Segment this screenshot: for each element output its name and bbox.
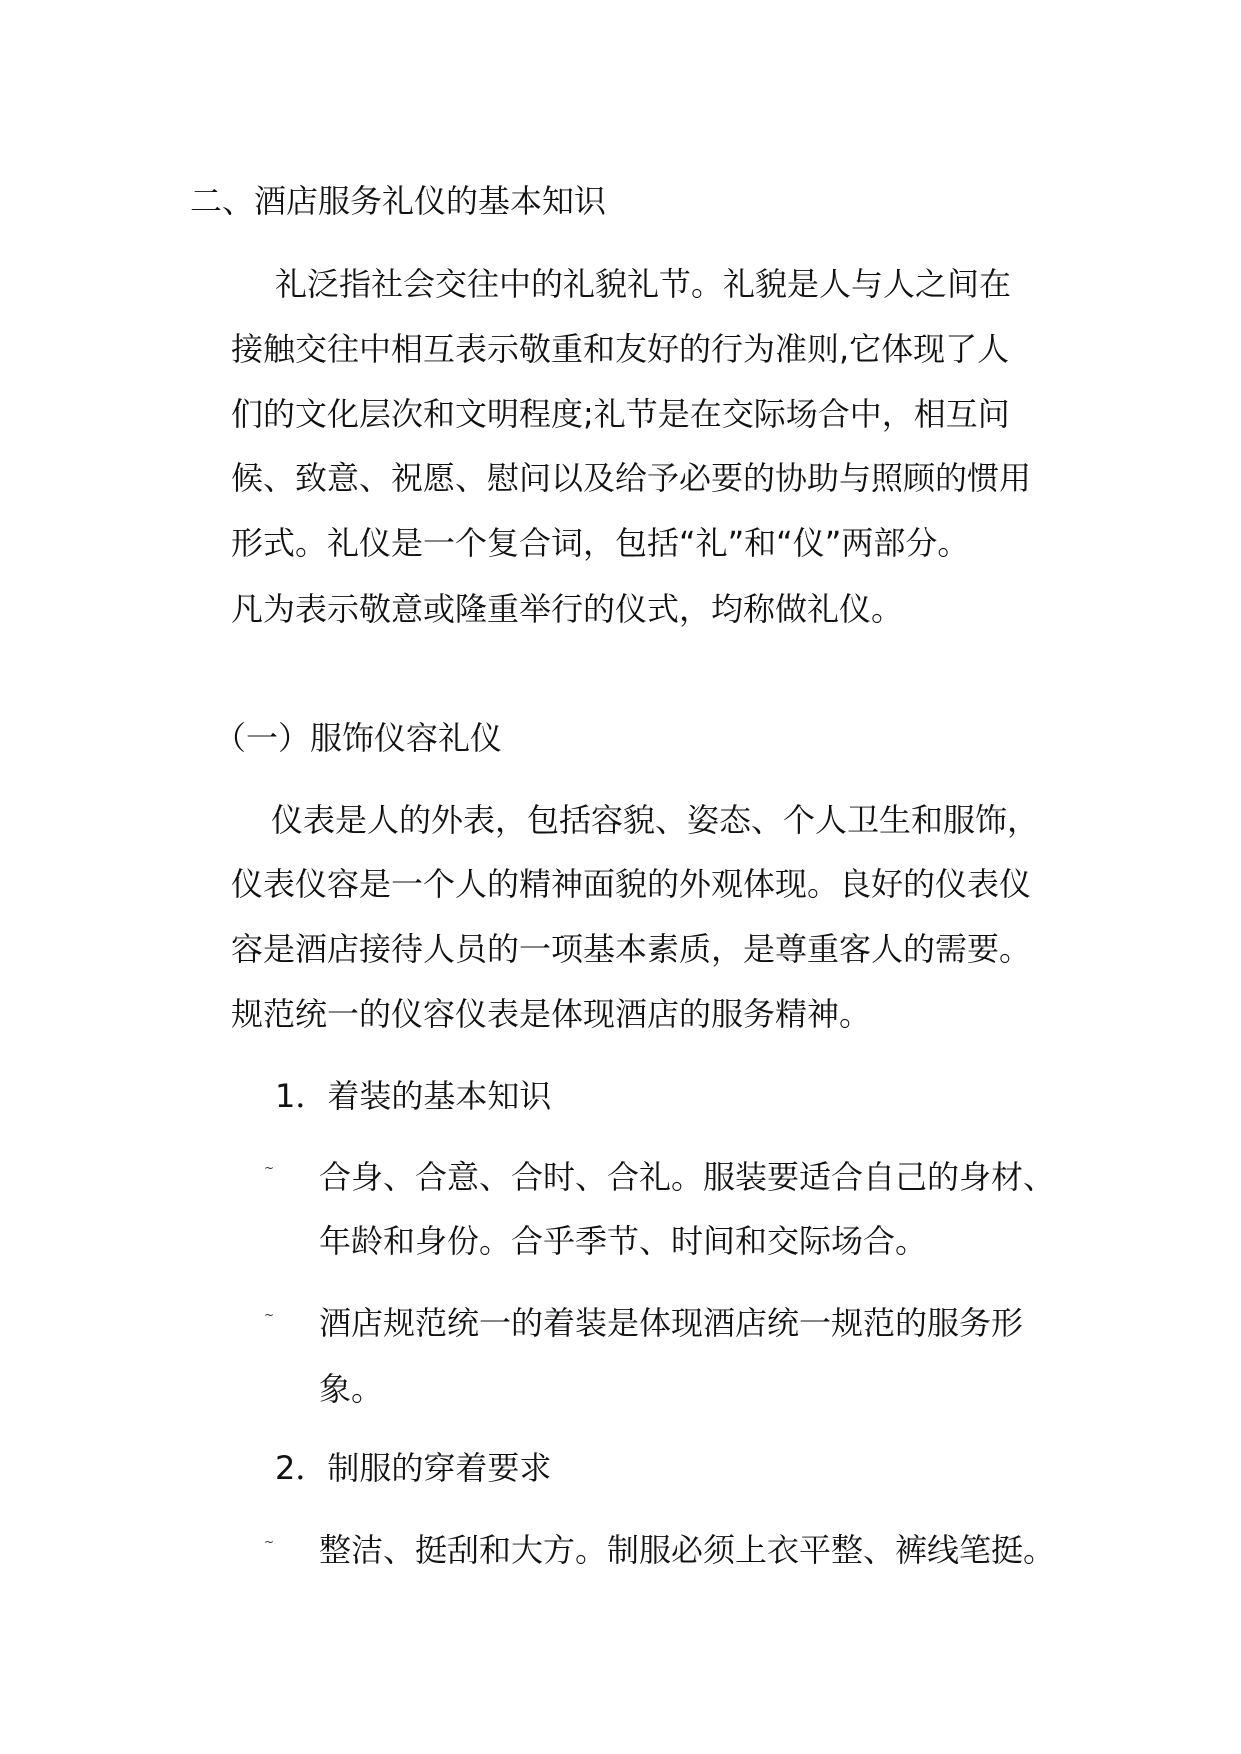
paragraph-line: 凡为表示敬意或隆重举行的仪式，均称做礼仪。 bbox=[231, 590, 904, 628]
bullet-line: 合身、合意、合时、合礼。服装要适合自己的身材、 bbox=[319, 1158, 1056, 1196]
paragraph-line: 礼泛指社会交往中的礼貌礼节。礼貌是人与人之间在 bbox=[275, 265, 1012, 303]
bullet-line: 年龄和身份。合乎季节、时间和交际场合。 bbox=[319, 1222, 928, 1260]
paragraph-line: 仪表仪容是一个人的精神面貌的外观体现。良好的仪表仪 bbox=[231, 865, 1032, 903]
paragraph-line: 形式。礼仪是一个复合词，包括“礼”和“仪”两部分。 bbox=[231, 524, 970, 562]
bullet-mark-icon: ~ bbox=[264, 1535, 275, 1549]
bullet-line: 整洁、挺刮和大方。制服必须上衣平整、裤线笔挺。 bbox=[319, 1531, 1056, 1569]
paragraph-line: 候、致意、祝愿、慰问以及给予必要的协助与照顾的惯用 bbox=[231, 459, 1032, 497]
bullet-line: 酒店规范统一的着装是体现酒店统一规范的服务形 bbox=[319, 1304, 1024, 1342]
paragraph-line: 们的文化层次和文明程度;礼节是在交际场合中，相互问 bbox=[231, 395, 1010, 433]
subsection-heading: （一）服饰仪容礼仪 bbox=[214, 719, 503, 757]
paragraph-line: 仪表是人的外表，包括容貌、姿态、个人卫生和服饰， bbox=[271, 801, 1040, 839]
paragraph-line: 容是酒店接待人员的一项基本素质，是尊重客人的需要。 bbox=[231, 930, 1032, 968]
item2-heading: 2．制服的穿着要求 bbox=[275, 1449, 552, 1487]
bullet-mark-icon: ~ bbox=[264, 1308, 275, 1322]
bullet-mark-icon: ~ bbox=[264, 1161, 275, 1175]
paragraph-line: 接触交往中相互表示敬重和友好的行为准则,它体现了人 bbox=[231, 330, 1010, 368]
bullet-line: 象。 bbox=[319, 1370, 384, 1408]
section-heading: 二、酒店服务礼仪的基本知识 bbox=[190, 182, 607, 220]
item1-heading: 1．着装的基本知识 bbox=[275, 1077, 552, 1115]
paragraph-line: 规范统一的仪容仪表是体现酒店的服务精神。 bbox=[231, 995, 872, 1033]
